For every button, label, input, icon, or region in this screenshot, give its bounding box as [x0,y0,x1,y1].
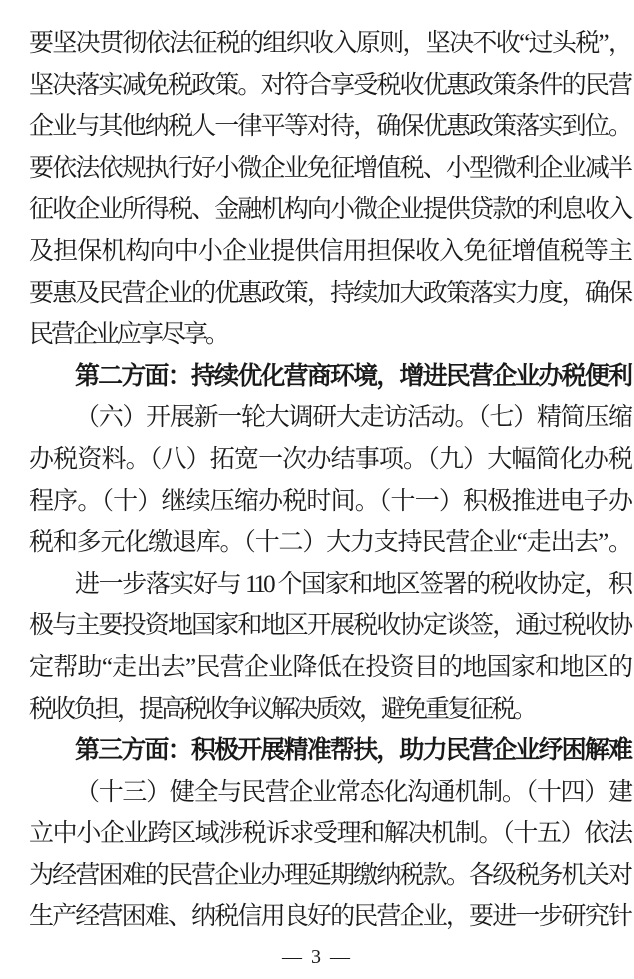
text-line: 定帮助“走出去”民营企业降低在投资目的地国家和地区的 [29,653,630,681]
section-heading: 第二方面：持续优化营商环境，增进民营企业办税便利 [75,361,630,390]
text-line: 及担保机构向中小企业提供信用担保收入免征增值税等主 [29,237,630,265]
text-line: 立中小企业跨区域涉税诉求受理和解决机制。（十五）依法 [29,820,630,848]
text-line: 要惠及民营企业的优惠政策，持续加大政策落实力度，确保 [29,279,630,307]
text-line: 为经营困难的民营企业办理延期缴纳税款。各级税务机关对 [29,861,630,889]
text-line: 坚决落实减免税政策。对符合享受税收优惠政策条件的民营 [29,71,630,99]
text-line: 税收负担，提高税收争议解决质效，避免重复征税。 [29,695,536,723]
text-line: （六）开展新一轮大调研大走访活动。（七）精简压缩 [75,404,630,432]
document-body [29,23,630,938]
section-heading: 第三方面：积极开展精准帮扶，助力民营企业纾困解难 [75,736,630,765]
text-line: 生产经营困难、纳税信用良好的民营企业，要进一步研究针 [29,903,630,931]
text-line: 税和多元化缴退库。（十二）大力支持民营企业“走出去”。 [29,529,630,557]
text-line: （十三）健全与民营企业常态化沟通机制。（十四）建 [75,778,630,806]
text-line: 企业与其他纳税人一律平等对待，确保优惠政策落实到位。 [29,113,630,141]
text-line: 要坚决贯彻依法征税的组织收入原则，坚决不收“过头税”， [29,30,630,57]
text-line: 征收企业所得税、金融机构向小微企业提供贷款的利息收入 [29,196,630,224]
text-line: 极与主要投资地国家和地区开展税收协定谈签，通过税收协 [29,612,630,640]
text-line: 进一步落实好与 110 个国家和地区签署的税收协定，积 [75,570,630,598]
text-line: 程序。（十）继续压缩办税时间。（十一）积极推进电子办 [29,487,630,515]
text-line: 办税资料。（八）拓宽一次办结事项。（九）大幅简化办税 [29,445,630,473]
page-number: — 3 — [282,946,352,968]
text-line: 要依法依规执行好小微企业免征增值税、小型微利企业减半 [29,154,630,182]
text-line: 民营企业应享尽享。 [29,321,228,349]
